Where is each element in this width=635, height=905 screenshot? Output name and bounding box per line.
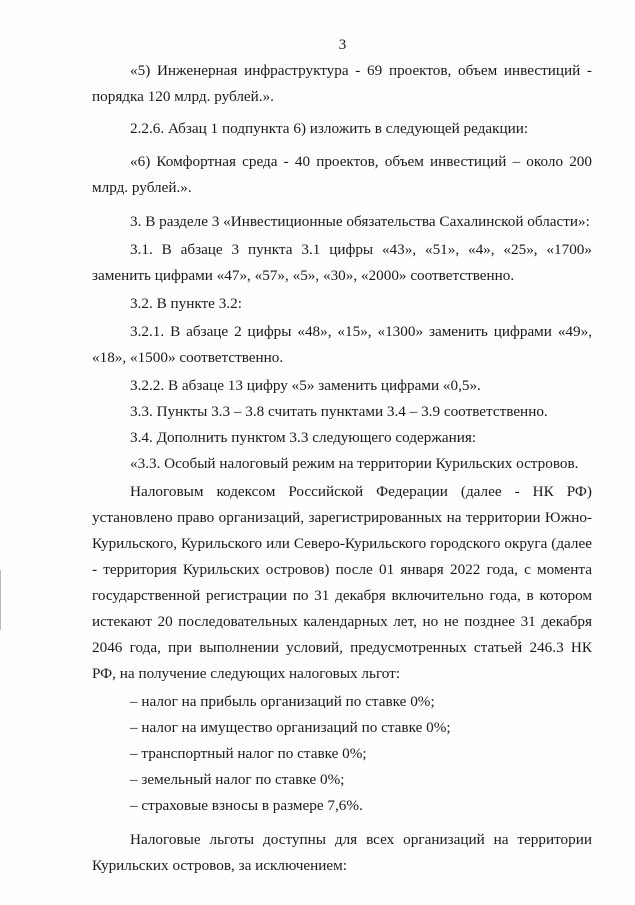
paragraph: Налоговые льготы доступны для всех организаций на территории Курильских островов, за исключением:: [92, 831, 592, 874]
paragraph: 2.2.6. Абзац 1 подпункта 6) изложить в следующей редакции:: [130, 120, 529, 137]
section-heading: «3.3. Особый налоговый режим на территории Курильских островов.: [130, 455, 579, 472]
paragraph: Налоговым кодексом Российской Федерации (далее - НК РФ) установлено право организаций, зарегистрированных на территории Южно-Курильского, Курильского или Северо-Курильского городского округа (далее - территория Курильских островов) после 01 января 2022 года, с момента государственной регистрации по 31 декабря включительно года, в котором истекают 20 последовательных календарных лет, но не позднее 31 декабря 2046 года, при выполнении условий, предусмотренных статьей 246.3 НК РФ, на получение следующих налоговых льгот:: [92, 483, 592, 682]
list-item: – налог на имущество организаций по ставке 0%;: [130, 719, 451, 736]
paragraph: «6) Комфортная среда - 40 проектов, объем инвестиций – около 200 млрд. рублей.».: [92, 153, 592, 196]
document-body: [92, 58, 592, 879]
paragraph: «5) Инженерная инфраструктура - 69 проектов, объем инвестиций - порядка 120 млрд. рублей.».: [92, 62, 592, 105]
paragraph: 3. В разделе 3 «Инвестиционные обязательства Сахалинской области»:: [130, 213, 590, 230]
page-number: 3: [338, 37, 347, 53]
list-item: – транспортный налог по ставке 0%;: [130, 745, 367, 762]
paragraph: 3.2.2. В абзаце 13 цифру «5» заменить цифрами «0,5».: [130, 377, 481, 394]
paragraph: 3.2.1. В абзаце 2 цифры «48», «15», «1300» заменить цифрами «49», «18», «1500» соответственно.: [92, 323, 592, 366]
list-item: – земельный налог по ставке 0%;: [130, 771, 345, 788]
scan-artifact: [0, 570, 1, 630]
paragraph: 3.3. Пункты 3.3 – 3.8 считать пунктами 3.4 – 3.9 соответственно.: [130, 403, 548, 420]
list-item: – налог на прибыль организаций по ставке 0%;: [130, 693, 435, 710]
list-item: – страховые взносы в размере 7,6%.: [130, 797, 363, 814]
paragraph: 3.2. В пункте 3.2:: [130, 295, 242, 312]
paragraph: 3.4. Дополнить пунктом 3.3 следующего содержания:: [130, 429, 477, 446]
paragraph: 3.1. В абзаце 3 пункта 3.1 цифры «43», «51», «4», «25», «1700» заменить цифрами «47», «57», «5», «30», «2000» соответственно.: [92, 241, 592, 284]
